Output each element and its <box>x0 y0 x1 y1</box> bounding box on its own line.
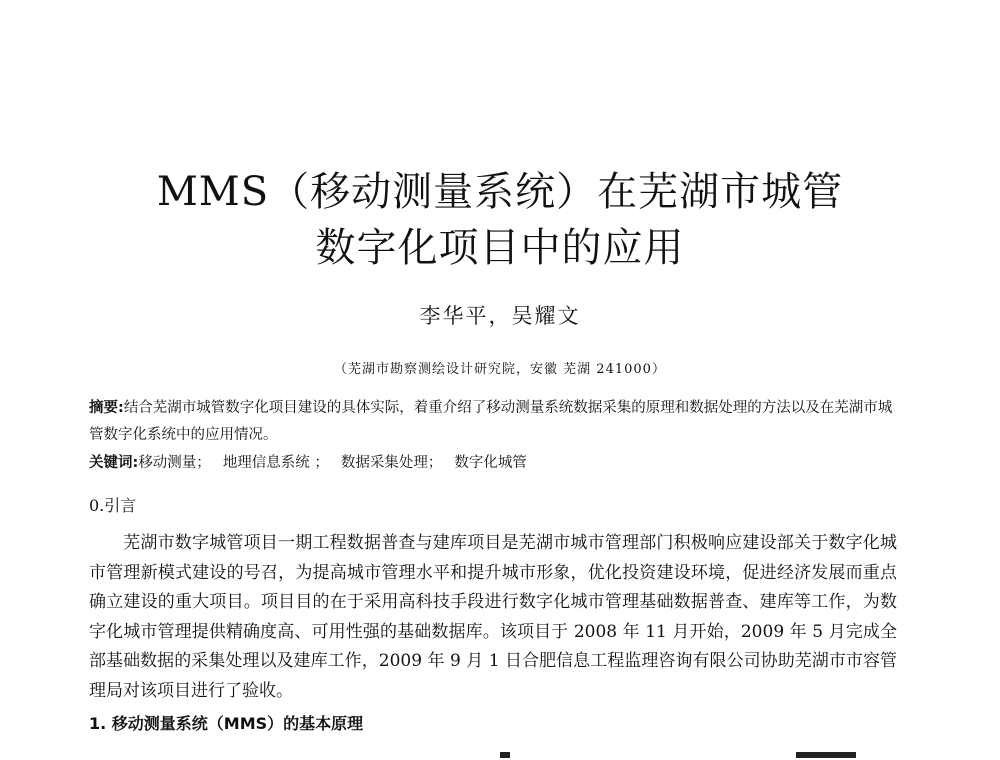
abstract <box>89 395 897 449</box>
cut-off-text-fragment <box>796 752 856 758</box>
authors: 李华平，吴耀文 <box>419 304 581 328</box>
abstract-text: 结合芜湖市城管数字化项目建设的具体实际，着重介绍了移动测量系统数据采集的原理和数据处理的方法以及在芜湖市城管数字化系统中的应用情况。 <box>89 400 893 443</box>
paper-title-line-2: 数字化项目中的应用 <box>315 225 685 271</box>
keyword-item: 移动测量； <box>138 455 211 471</box>
intro-paragraph <box>89 529 897 706</box>
abstract-label: 摘要: <box>89 400 124 416</box>
keywords-label: 关键词: <box>89 455 139 471</box>
cut-off-text-fragment <box>500 752 510 758</box>
section-heading-1: 1. 移动测量系统（MMS）的基本原理 <box>89 714 364 733</box>
section-heading-intro: 0.引言 <box>89 496 137 515</box>
paper-title-line-1: MMS（移动测量系统）在芜湖市城管 <box>156 169 844 215</box>
keyword-item: 数据采集处理； <box>340 455 443 471</box>
affiliation: （芜湖市勘察测绘设计研究院，安徽 芜湖 241000） <box>334 362 666 377</box>
keyword-item: 地理信息系统 ； <box>222 455 329 471</box>
keywords <box>89 450 897 476</box>
intro-paragraph-text: 芜湖市数字城管项目一期工程数据普查与建库项目是芜湖市城市管理部门积极响应建设部关于数字化城市管理新模式建设的号召，为提高城市管理水平和提升城市形象，优化投资建设环境，促进经济发展而重点确立建设的重大项目。项目目的在于采用高科技手段进行数字化城市管理基础数据普查、建库等工作，为数字化城市管理提供精确度高、可用性强的基础数据库。该项目于 2008 年 11 月开始，2009 年 5 月完成全部基础数据的采集处理以及建库工作，2009 年 9 月 1 日合肥信息工程监理咨询有限公司协助芜湖市市容管理局对该项目进行了验收。 <box>89 533 897 701</box>
keyword-item: 数字化城管 <box>454 455 527 471</box>
